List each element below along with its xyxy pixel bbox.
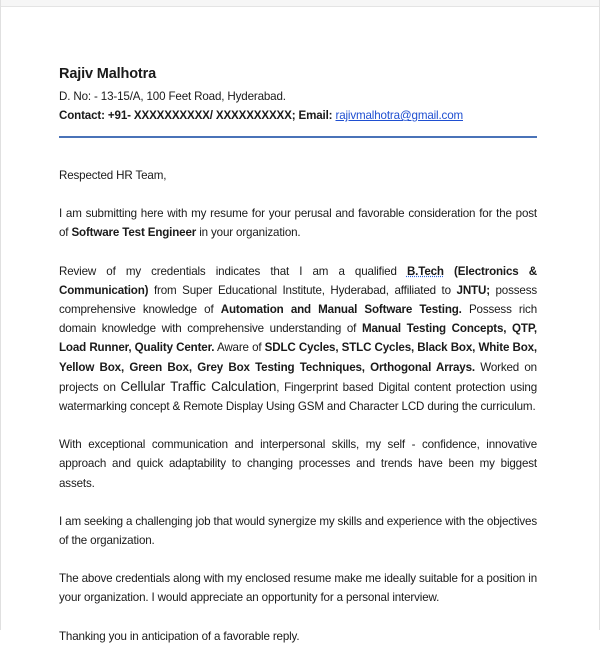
p1-text-c: in your organization.: [196, 226, 301, 240]
letter-body: [59, 166, 537, 665]
paragraph-skills: With exceptional communication and interpersonal skills, my self - confidence, innovative approach and quick adaptability to changing processes and trends have been my biggest assets.: [59, 438, 537, 490]
header-divider: [59, 136, 537, 138]
email-label: Email:: [298, 109, 333, 122]
p2-text-d: from Super Educational Institute, Hyderabad, affiliated to: [148, 283, 457, 297]
page-left-edge: [0, 0, 1, 630]
p2-testing-techniques: SDLC Cycles, STLC Cycles, Black Box, White Box, Yellow Box, Green Box, Grey Box Testing Techniques, Orthogonal Arrays.: [59, 341, 537, 374]
p2-text-n: , Fingerprint based Digital content protection using watermarking concept & Remote Display Using GSM and Character LCD during the curriculum.: [59, 380, 538, 414]
sender-contact: [59, 106, 539, 125]
paragraph-credentials: [59, 262, 537, 417]
email-link[interactable]: rajivmalhotra@gmail.com: [335, 109, 463, 122]
paragraph-suitability: The above credentials along with my enclosed resume make me ideally suitable for a position in your organization. I would appreciate an opportunity for a personal interview.: [59, 572, 537, 605]
contact-phone: +91- XXXXXXXXXX/ XXXXXXXXXX;: [107, 109, 296, 122]
p2-testing-tools: Manual Testing Concepts, QTP, Load Runner, Quality Center.: [59, 322, 538, 355]
p2-degree: B.Tech: [406, 264, 444, 278]
closing-line: Thanking you in anticipation of a favorable reply.: [59, 629, 300, 643]
sender-name: Rajiv Malhotra: [59, 66, 157, 82]
p1-post-title: Software Test Engineer: [71, 226, 197, 240]
letter-header: [59, 64, 539, 125]
p2-university: JNTU;: [456, 283, 490, 297]
paragraph-seeking: I am seeking a challenging job that would synergize my skills and experience with the objectives of the organization.: [59, 514, 537, 548]
p2-branch: (Electronics & Communication): [59, 264, 537, 297]
p2-text-a: Review of my credentials indicates that I am a qualified: [59, 264, 407, 278]
salutation: Respected HR Team,: [59, 169, 167, 182]
p2-text-f: possess comprehensive knowledge of: [59, 283, 537, 317]
p2-testing-knowledge: Automation and Manual Software Testing.: [220, 303, 462, 317]
p1-text-a: I am submitting here with my resume for your perusal and favorable consideration for the post of: [59, 207, 537, 240]
p2-text-j: Aware of: [214, 341, 265, 355]
sender-address: D. No: - 13-15/A, 100 Feet Road, Hyderabad.: [59, 90, 286, 103]
paragraph-intro: [59, 204, 537, 242]
p2-project-name: Cellular Traffic Calculation: [120, 378, 277, 394]
p2-text-l: Worked on projects on: [59, 360, 537, 394]
p2-text-h: Possess rich domain knowledge with comprehensive understanding of: [59, 303, 537, 336]
page-top-edge: [0, 0, 600, 7]
contact-label: Contact:: [59, 109, 105, 122]
